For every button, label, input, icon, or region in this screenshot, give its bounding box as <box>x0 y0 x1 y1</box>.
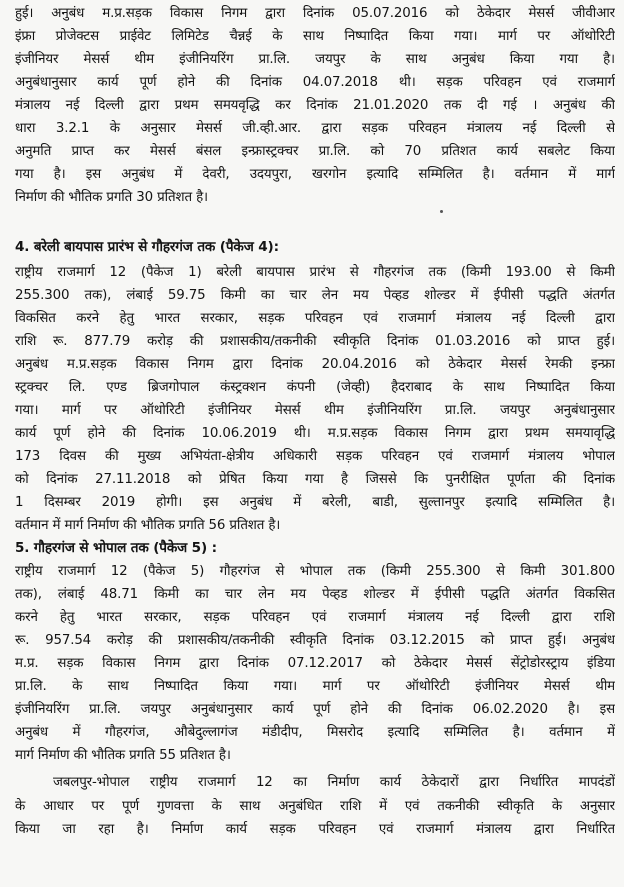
text-line: निर्माण की भौतिक प्रगति 30 प्रतिशत है। <box>15 190 208 205</box>
text-line: के आधार पर पूर्ण गुणवत्ता के साथ अनुबंधित राशि में एवं तकनीकी स्वीकृति के अनुसार <box>15 799 615 814</box>
text-line: 255.300 तक), लंबाई 59.75 किमी का चार लेन मय पेव्हड शोल्डर में ईपीसी पद्धति अंतर्गत <box>15 288 615 303</box>
text-line: गया। मार्ग पर ऑथोरिटी इंजीनियर मेसर्स थीम इंजीनियरिंग प्रा.लि. जयपुर अनुबंधानुसार <box>15 403 615 418</box>
scan-speck <box>440 210 443 213</box>
text-line: कार्य पूर्ण होने की दिनांक 10.06.2019 थी। म.प्र.सड़क विकास निगम द्वारा प्रथम समयावृद्धि <box>15 426 615 441</box>
text-line: जबलपुर-भोपाल राष्ट्रीय राजमार्ग 12 का निर्माण कार्य ठेकेदारों द्वारा निर्धारित मापदंडों <box>53 775 615 790</box>
text-line: किया जा रहा है। निर्माण कार्य सड़क परिवहन एवं राजमार्ग मंत्रालय द्वारा निर्धारित <box>15 822 615 837</box>
text-line: हुई। अनुबंध म.प्र.सड़क विकास निगम द्वारा दिनांक 05.07.2016 को ठेकेदार मेसर्स जीवीआर <box>15 6 615 21</box>
text-line: इंफ्रा प्रोजेक्टस प्राईवेट लिमिटेड चैन्नई के साथ निष्पादित किया गया। मार्ग पर ऑथोरिटी <box>15 29 615 44</box>
text-line: इंजीनियरिंग प्रा.लि. जयपुर अनुबंधानुसार कार्य पूर्ण होने की दिनांक 06.02.2020 है। इस <box>15 702 615 717</box>
text-line: करने हेतु भारत सरकार, सड़क परिवहन एवं राजमार्ग मंत्रालय नई दिल्ली द्वारा राशि <box>15 610 615 625</box>
text-line: 173 दिवस की मुख्य अभियंता-क्षेत्रीय अधिकारी सड़क परिवहन एवं राजमार्ग मंत्रालय भोपाल <box>15 449 615 464</box>
text-line: इंजीनियर मेसर्स थीम इंजीनियरिंग प्रा.लि. जयपुर के साथ अनुबंध किया गया है। <box>15 52 615 67</box>
text-line: 1 दिसम्बर 2019 होगी। इस अनुबंध में बरेली, बाडी, सुल्तानपुर इत्यादि सम्मिलित है। <box>15 495 615 510</box>
text-line: वर्तमान में मार्ग निर्माण की भौतिक प्रगति 56 प्रतिशत है। <box>15 518 281 533</box>
section-heading-5: 5. गौहरगंज से भोपाल तक (पैकेज 5) : <box>15 540 217 556</box>
text-line: म.प्र. सड़क विकास निगम द्वारा दिनांक 07.12.2017 को ठेकेदार मेसर्स सेंट्रोडोरस्ट्राय इंडिया <box>15 656 615 671</box>
text-line: धारा 3.2.1 के अनुसार मेसर्स जी.व्ही.आर. द्वारा सड़क परिवहन मंत्रालय नई दिल्ली से <box>15 121 615 136</box>
text-line: प्रा.लि. के साथ निष्पादित किया गया। मार्ग पर ऑथोरिटी इंजीनियर मेसर्स थीम <box>15 679 615 694</box>
text-line: विकसित करने हेतु भारत सरकार, सड़क परिवहन एवं राजमार्ग मंत्रालय नई दिल्ली द्वारा <box>15 311 615 326</box>
text-line: मार्ग निर्माण की भौतिक प्रगति 55 प्रतिशत है। <box>15 748 231 763</box>
text-line: अनुबंध म.प्र.सड़क विकास निगम द्वारा दिनांक 20.04.2016 को ठेकेदार मेसर्स रेमकी इन्फ्रा <box>15 357 615 372</box>
text-line: स्ट्रक्चर लि. एण्ड ब्रिजगोपाल कंस्ट्रक्शन कंपनी (जेव्ही) हैदराबाद के साथ निष्पादित किया <box>15 380 615 395</box>
text-line: अनुबंध में गौहरगंज, औबेदुल्लागंज मंडीदीप, मिसरोद इत्यादि सम्मिलित है। वर्तमान में <box>15 725 615 740</box>
text-line: को दिनांक 27.11.2018 को प्रेषित किया गया है जिससे कि पुनरीक्षित पूर्णता की दिनांक <box>15 472 615 487</box>
text-line: गया है। इस अनुबंध में देवरी, उदयपुरा, खरगोन इत्यादि सम्मिलित है। वर्तमान में मार्ग <box>15 167 615 182</box>
section-heading-4: 4. बरेली बायपास प्रारंभ से गौहरगंज तक (पैकेज 4): <box>15 239 279 255</box>
text-line: तक), लंबाई 48.71 किमी का चार लेन मय पेव्हड शोल्डर में ईपीसी पद्धति अंतर्गत विकसित <box>15 587 615 602</box>
text-line: अनुबंधानुसार कार्य पूर्ण होने की दिनांक 04.07.2018 थी। सड़क परिवहन एवं राजमार्ग <box>15 75 615 90</box>
text-line: अनुमति प्राप्त कर मेसर्स बंसल इन्फ्रास्ट्रक्चर प्रा.लि. को 70 प्रतिशत कार्य सबलेट किया <box>15 144 615 159</box>
text-line: राशि रू. 877.79 करोड़ की प्रशासकीय/तकनीकी स्वीकृति दिनांक 01.03.2016 को प्राप्त हुई। <box>15 334 615 349</box>
text-line: राष्ट्रीय राजमार्ग 12 (पैकेज 1) बरेली बायपास प्रारंभ से गौहरगंज तक (किमी 193.00 से किमी <box>15 265 615 280</box>
text-line: रू. 957.54 करोड़ की प्रशासकीय/तकनीकी स्वीकृति दिनांक 03.12.2015 को प्राप्त हुई। अनुबंध <box>15 633 615 648</box>
text-line: मंत्रालय नई दिल्ली द्वारा प्रथम समयवृद्धि कर दिनांक 21.01.2020 तक दी गई । अनुबंध की <box>15 98 615 113</box>
text-line: राष्ट्रीय राजमार्ग 12 (पैकेज 5) गौहरगंज से भोपाल तक (किमी 255.300 से किमी 301.800 <box>15 564 615 579</box>
